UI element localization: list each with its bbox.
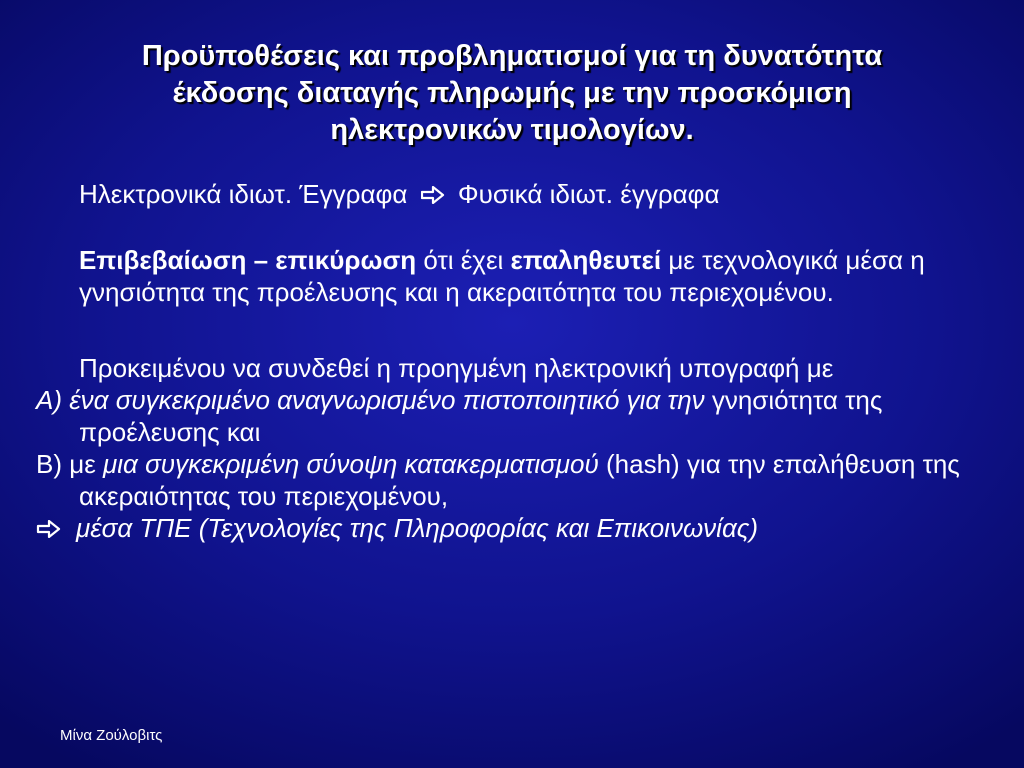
physical-documents-text: Φυσικά ιδιωτ. έγγραφα (457, 179, 720, 209)
item-b-italic-text: μια συγκεκριμένη σύνοψη κατακερματισμού (103, 449, 599, 479)
slide-body (36, 178, 976, 544)
title-line-3: ηλεκτρονικών τιμολογίων. (330, 114, 694, 146)
verification-text-1: ότι έχει (416, 245, 511, 275)
slide-title (40, 38, 984, 149)
verified-bold-text: επαληθευτεί (510, 245, 662, 275)
list-item-c (36, 512, 976, 544)
item-a-text: γνησιότητα της προέλευσης και (79, 385, 883, 447)
item-a-italic-text: Α) ένα συγκεκριμένο αναγνωρισμένο πιστοποιητικό για την (36, 385, 705, 415)
right-arrow-icon (421, 178, 445, 210)
verification-text-2: με τεχνολογικά μέσα η γνησιότητα της προέλευσης και η ακεραιτότητα του περιεχομένου. (79, 245, 925, 307)
title-line-1: Προϋποθέσεις και προβληματισμοί για τη δυνατότητα (141, 40, 883, 72)
footer-author: Μίνα Ζούλοβιτς (60, 727, 163, 744)
electronic-documents-text: Ηλεκτρονικά ιδιωτ. Έγγραφα (79, 179, 408, 209)
title-line-2: έκδοσης διαταγής πληρωμής με την προσκόμιση (172, 77, 852, 109)
paragraph-document-types (36, 178, 976, 210)
list-item-b (36, 448, 976, 512)
item-c-italic-text: μέσα ΤΠΕ (Τεχνολογίες της Πληροφορίας και Επικοινωνίας) (76, 513, 759, 543)
list-item-a (36, 384, 976, 448)
signature-text: Προκειμένου να συνδεθεί η προηγμένη ηλεκτρονική υπογραφή με (79, 353, 834, 383)
item-b-text: (hash) για την επαλήθευση της ακεραιότητας του περιεχομένου, (79, 449, 960, 511)
paragraph-signature (36, 352, 976, 384)
paragraph-verification (36, 244, 976, 308)
item-b-prefix-text: Β) με (36, 449, 104, 479)
verification-bold-text: Επιβεβαίωση – επικύρωση (79, 245, 417, 275)
right-arrow-icon (36, 512, 76, 544)
